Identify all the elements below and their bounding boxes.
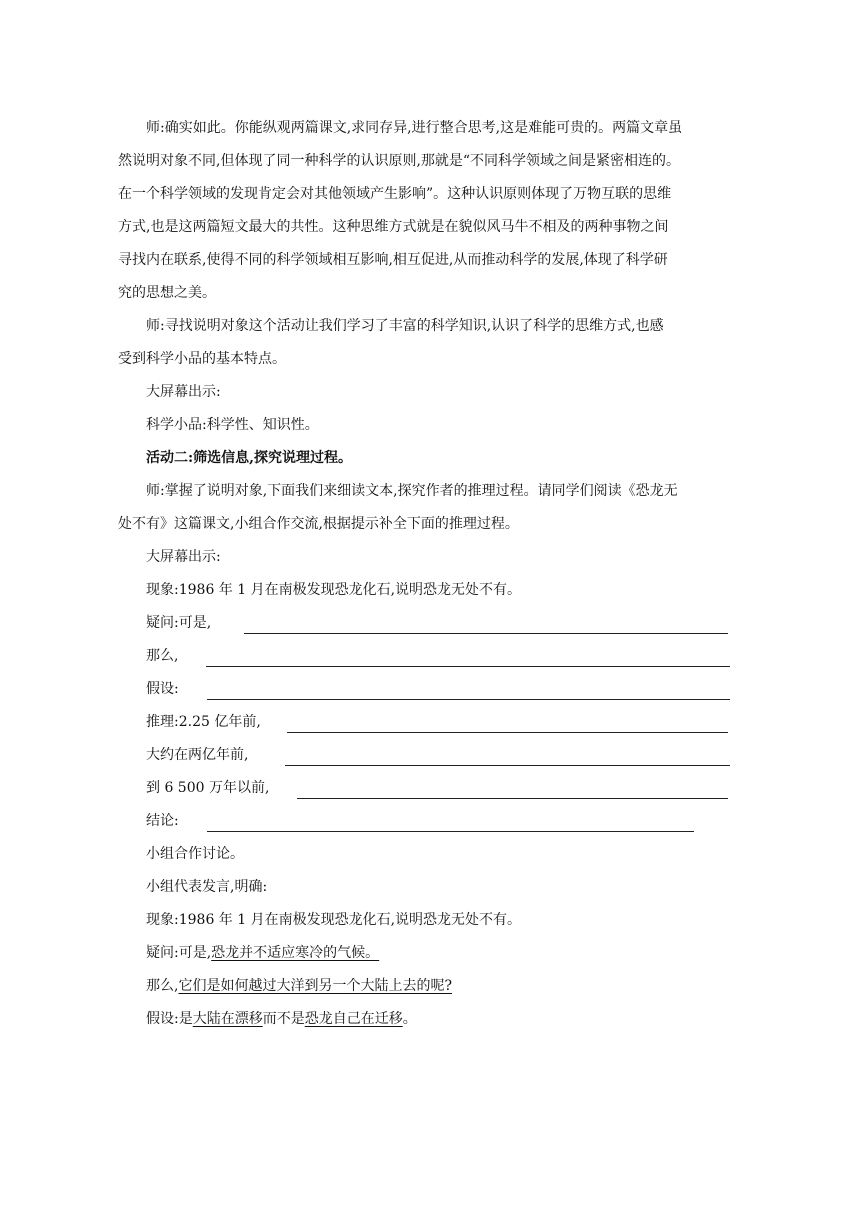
two-hundred-blank-line <box>285 765 730 766</box>
text-line: 师:确实如此。你能纵观两篇课文,求同存异,进行整合思考,这是难能可贵的。两篇文章虽 <box>146 120 683 136</box>
paragraph-teacher-summary <box>118 112 738 310</box>
inference-blank-line <box>287 732 728 733</box>
text-line: 然说明对象不同,但体现了同一种科学的认识原则,那就是“不同科学领域之间是紧密相连的。 <box>118 153 681 169</box>
answer-prefix: 假设:是 <box>146 1011 193 1027</box>
text-line: 寻找内在联系,使得不同的科学领域相互影响,相互促进,从而推动科学的发展,体现了科学研 <box>118 252 668 268</box>
screen-label: 大屏幕出示: <box>146 549 221 565</box>
paragraph-teacher-activity <box>118 310 738 376</box>
then-prompt: 那么, <box>146 648 179 664</box>
answer-hypothesis <box>118 1003 738 1036</box>
group-discussion: 小组合作讨论。 <box>146 846 244 862</box>
activity-heading: 活动二:筛选信息,探究说理过程。 <box>146 450 353 466</box>
group-representative: 小组代表发言,明确: <box>146 879 268 895</box>
paragraph-teacher-instruction <box>118 475 738 541</box>
sixty-five-prompt: 到 6 500 万年以前, <box>146 780 270 796</box>
conclusion-prompt: 结论: <box>146 813 179 829</box>
answer-doubt <box>118 937 738 970</box>
answer-underlined: 恐龙自己在迁移 <box>304 1011 403 1027</box>
text-line: 处不有》这篇课文,小组合作交流,根据提示补全下面的推理过程。 <box>118 516 519 532</box>
inference-prompt: 推理:2.25 亿年前, <box>146 714 261 730</box>
answer-underlined: 大陆在漂移 <box>192 1011 263 1027</box>
hypothesis-blank-line <box>207 699 730 700</box>
answer-prefix: 那么, <box>146 978 179 994</box>
answer-then <box>118 970 738 1003</box>
answer-underlined: 它们是如何越过大洋到另一个大陆上去的呢? <box>178 978 452 994</box>
text-line: 受到科学小品的基本特点。 <box>118 351 286 367</box>
answer-mid: 而不是 <box>262 1011 305 1027</box>
answer-end: 。 <box>402 1011 417 1027</box>
answer-phenomenon: 现象:1986 年 1 月在南极发现恐龙化石,说明恐龙无处不有。 <box>146 912 522 928</box>
phenomenon-text: 现象:1986 年 1 月在南极发现恐龙化石,说明恐龙无处不有。 <box>146 582 522 598</box>
doubt-prompt: 疑问:可是, <box>146 615 212 631</box>
text-line: 方式,也是这两篇短文最大的共性。这种思维方式就是在貌似风马牛不相及的两种事物之间 <box>118 219 669 235</box>
text-line: 在一个科学领域的发现肯定会对其他领域产生影响”。这种认识原则体现了万物互联的思维 <box>118 186 672 202</box>
text-line: 究的思想之美。 <box>118 285 216 301</box>
then-blank-line <box>206 666 730 667</box>
text-line: 师:掌握了说明对象,下面我们来细读文本,探究作者的推理过程。请同学们阅读《恐龙无 <box>146 483 678 499</box>
screen-text: 科学小品:科学性、知识性。 <box>146 417 319 433</box>
conclusion-blank-line <box>207 831 694 832</box>
answer-prefix: 疑问:可是, <box>146 945 212 961</box>
two-hundred-prompt: 大约在两亿年前, <box>146 747 249 763</box>
doubt-blank-line <box>244 633 728 634</box>
screen-label: 大屏幕出示: <box>146 384 221 400</box>
hypothesis-prompt: 假设: <box>146 681 179 697</box>
text-line: 师:寻找说明对象这个活动让我们学习了丰富的科学知识,认识了科学的思维方式,也感 <box>146 318 664 334</box>
answer-underlined: 恐龙并不适应寒冷的气候。 <box>211 945 380 961</box>
sixty-five-blank-line <box>297 798 728 799</box>
